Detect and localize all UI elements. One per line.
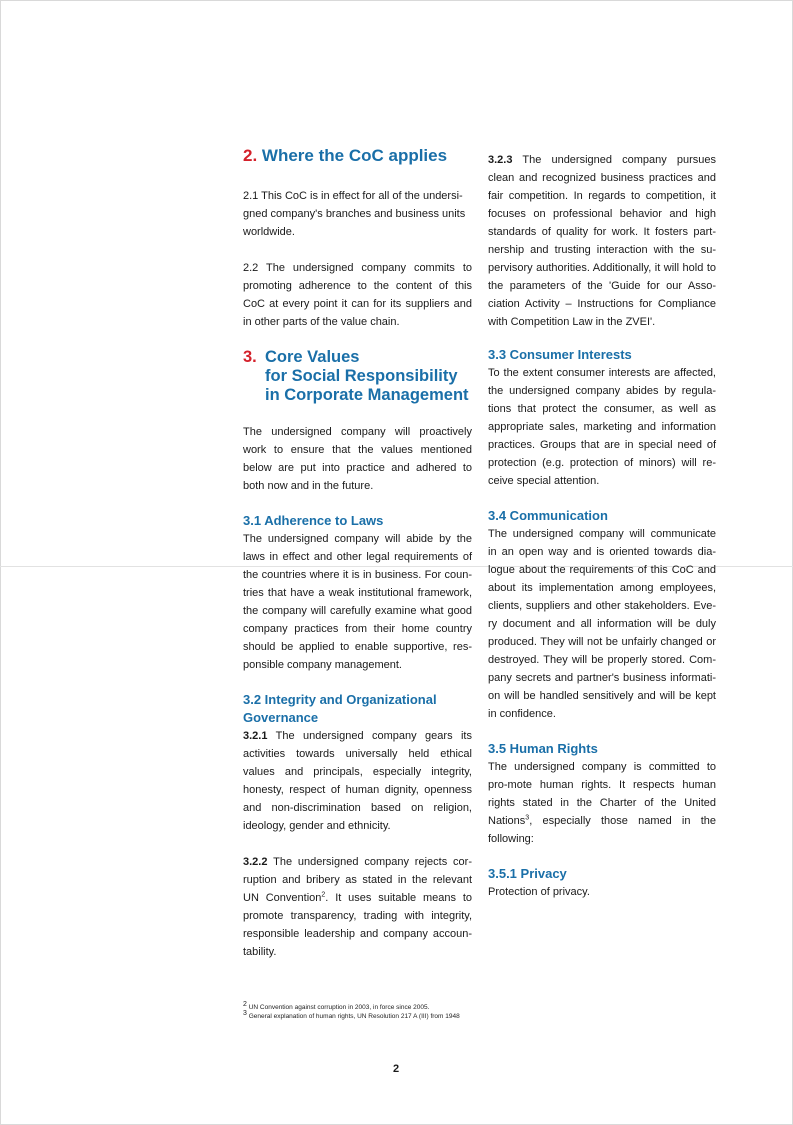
paragraph-3-2-3 xyxy=(488,151,716,331)
section-3-title-line-1: Core Values xyxy=(265,348,360,366)
section-3-heading xyxy=(243,348,472,405)
paragraph-3-2-1 xyxy=(243,727,472,835)
footnote-ref-3: 3 xyxy=(525,814,530,822)
paragraph-3-5 xyxy=(488,758,716,848)
paragraph-3-intro: The undersigned company will proactively work to ensure that the values mentioned below are put into practice and adhered to both now and in the future. xyxy=(243,426,472,492)
footnote-3 xyxy=(243,1009,460,1021)
footnote-2-mark: 2 xyxy=(243,1000,247,1008)
footnote-ref-2: 2 xyxy=(321,891,326,899)
footnote-3-mark: 3 xyxy=(243,1009,247,1017)
heading-3-1: 3.1 Adherence to Laws xyxy=(243,513,384,528)
heading-3-4: 3.4 Communication xyxy=(488,508,608,523)
paragraph-3-3: To the extent consumer interests are affected, the undersigned company abides by regula-tions that protect the consumer, as well as appropriate sales, marketing and information practices. Groups that are in special need of protection (e.g. protection of minors) will re-ceive special attention. xyxy=(488,367,716,487)
text-3-2-1: The undersigned company gears its activities towards universally held ethical values and principals, especially integrity, honesty, respect of human dignity, openness and non-discrimination based on religion, ideology, gender and ethnicity. xyxy=(243,730,472,832)
text-3-2-2-a: The undersigned company rejects cor-ruption and bribery as stated in the relevant UN Convention xyxy=(243,856,472,904)
text-3-2-3: The undersigned company pursues clean and recognized business practices and fair competition. In regards to competition, it focuses on professional behavior and high standards of quality for work. It fosters part-nership and trusting interaction with the su-pervisory authorities. Additionally, it will hold to the parameters of the 'Guide for our Asso-ciation Activity – Instructions for Compliance with Competition Law in the ZVEI'. xyxy=(488,154,716,328)
section-3-title-line-3: in Corporate Management xyxy=(265,386,469,404)
section-2-number: 2. xyxy=(243,146,258,165)
paragraph-3-2-2 xyxy=(243,853,472,961)
label-3-2-1: 3.2.1 xyxy=(243,730,268,742)
section-3-number: 3. xyxy=(243,348,257,366)
footnotes xyxy=(243,1000,460,1021)
text-3-2-2-b: . It uses suitable means to promote transparency, trading with integrity, responsible leadership and company accoun-tability. xyxy=(243,892,473,958)
section-2-heading xyxy=(243,146,472,165)
heading-3-2: 3.2 Integrity and Organizational Governance xyxy=(243,692,437,725)
left-column xyxy=(243,146,472,961)
section-2-title: Where the CoC applies xyxy=(261,146,448,165)
text-3-5-b: , especially those named in the following: xyxy=(488,815,716,845)
heading-3-5-1: 3.5.1 Privacy xyxy=(488,866,567,881)
paragraph-3-4: The undersigned company will communicate in an open way and is oriented towards dia-logue about the requirements of this CoC and about its implementation among employees, clients, suppliers and other stakeholders. Eve-ry document and all information will be duly produced. They will not be unfairly changed or destroyed. They will be properly stored. Com-pany secrets and partner's business informati-on will be handled sensitively and will be kept in confidence. xyxy=(488,528,716,720)
heading-3-5: 3.5 Human Rights xyxy=(488,741,598,756)
paragraph-2-2: 2.2 The undersigned company commits to promoting adherence to the content of this CoC at every point it can for its suppliers and in other parts of the value chain. xyxy=(243,262,472,328)
right-column xyxy=(488,151,716,901)
paragraph-3-5-1: Protection of privacy. xyxy=(488,886,590,898)
label-3-2-3: 3.2.3 xyxy=(488,154,513,166)
paragraph-2-1: 2.1 This CoC is in effect for all of the undersi-gned company's branches and business units worldwide. xyxy=(243,190,466,238)
footnote-3-text: General explanation of human rights, UN Resolution 217 A (III) from 1948 xyxy=(246,1013,460,1020)
heading-3-3: 3.3 Consumer Interests xyxy=(488,347,632,362)
footnote-2-text: UN Convention against corruption in 2003, in force since 2005. xyxy=(246,1004,430,1011)
page-number: 2 xyxy=(393,1063,400,1075)
text-3-5-a: The undersigned company is committed to pro-mote human rights. It respects human rights stated in the Charter of the United Nations xyxy=(488,761,716,827)
section-3-title-line-2: for Social Responsibility xyxy=(265,367,458,385)
footnote-2 xyxy=(243,1000,460,1012)
paragraph-3-1: The undersigned company will abide by the laws in effect and other legal requirements of the countries where it is in business. For coun-tries that have a weak institutional framework, the company will carefully examine what good company practices from their home country should be applied to enable supportive, res-ponsible company management. xyxy=(243,533,472,671)
label-3-2-2: 3.2.2 xyxy=(243,856,268,868)
